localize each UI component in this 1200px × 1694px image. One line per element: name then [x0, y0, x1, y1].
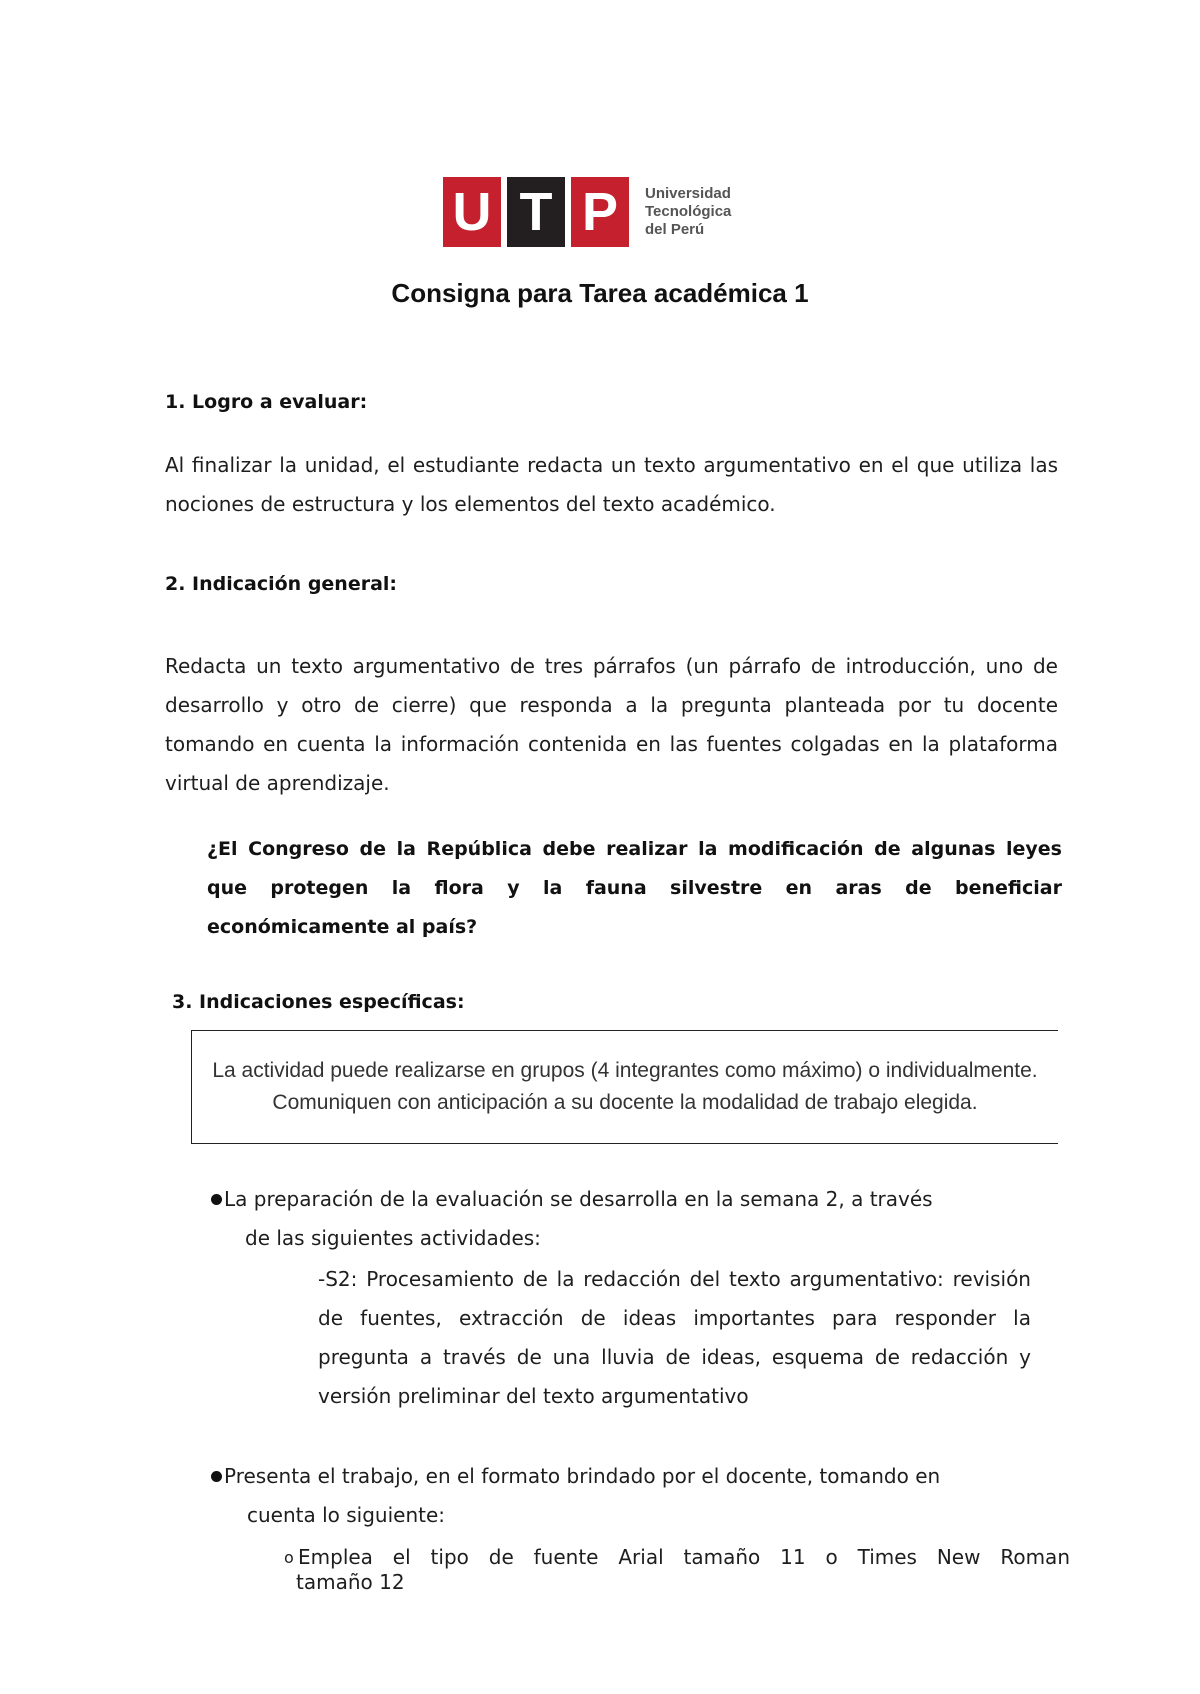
bullet1-line2: de las siguientes actividades:	[245, 1226, 541, 1250]
bullet2-line2: cuenta lo siguiente:	[247, 1503, 446, 1527]
section3-heading: 3. Indicaciones específicas:	[172, 991, 465, 1013]
logo-letter-p: P	[571, 177, 629, 247]
activity-note-box	[191, 1030, 1058, 1144]
section1-body: Al finalizar la unidad, el estudiante redacta un texto argumentativo en el que utiliza las nociones de estructura y los elementos del texto académico.	[165, 453, 1058, 516]
bullet-dot-icon	[211, 1471, 222, 1482]
section1-heading: 1. Logro a evaluar:	[165, 391, 368, 413]
document-title: Consigna para Tarea académica 1	[391, 278, 809, 308]
bullet-dot-icon	[211, 1194, 222, 1205]
bullet2-subitem-line1: Emplea el tipo de fuente Arial tamaño 11 o Times New Roman	[298, 1545, 1070, 1569]
utp-logo	[443, 177, 745, 247]
bullet2-subitem-line2: tamaño 12	[296, 1570, 405, 1594]
bullet1-subitem: -S2: Procesamiento de la redacción del texto argumentativo: revisión de fuentes, extracción de ideas importantes para responder la pregunta a través de una lluvia de ideas, esquema de redacción y versión preliminar del texto argumentativo	[318, 1267, 1031, 1408]
bullet2-line1: Presenta el trabajo, en el formato brindado por el docente, tomando en	[224, 1464, 941, 1488]
circle-bullet-icon: o	[284, 1548, 294, 1567]
bullet1-line1: La preparación de la evaluación se desarrolla en la semana 2, a través	[224, 1187, 933, 1211]
section2-heading: 2. Indicación general:	[165, 573, 398, 595]
logo-letter-t: T	[507, 177, 565, 247]
section2-question: ¿El Congreso de la República debe realizar la modificación de algunas leyes que protegen la flora y la fauna silvestre en aras de beneficiar económicamente al país?	[207, 838, 1062, 938]
activity-note-text: La actividad puede realizarse en grupos (4 integrantes como máximo) o individualmente. Comuniquen con anticipación a su docente la modalidad de trabajo elegida.	[212, 1059, 1038, 1114]
logo-letter-u: U	[443, 177, 501, 247]
section2-body: Redacta un texto argumentativo de tres párrafos (un párrafo de introducción, uno de desarrollo y otro de cierre) que responda a la pregunta planteada por tu docente tomando en cuenta la información contenida en las fuentes colgadas en la plataforma virtual de aprendizaje.	[165, 654, 1058, 795]
logo-wordmark: Universidad Tecnológica del Perú	[645, 185, 732, 238]
